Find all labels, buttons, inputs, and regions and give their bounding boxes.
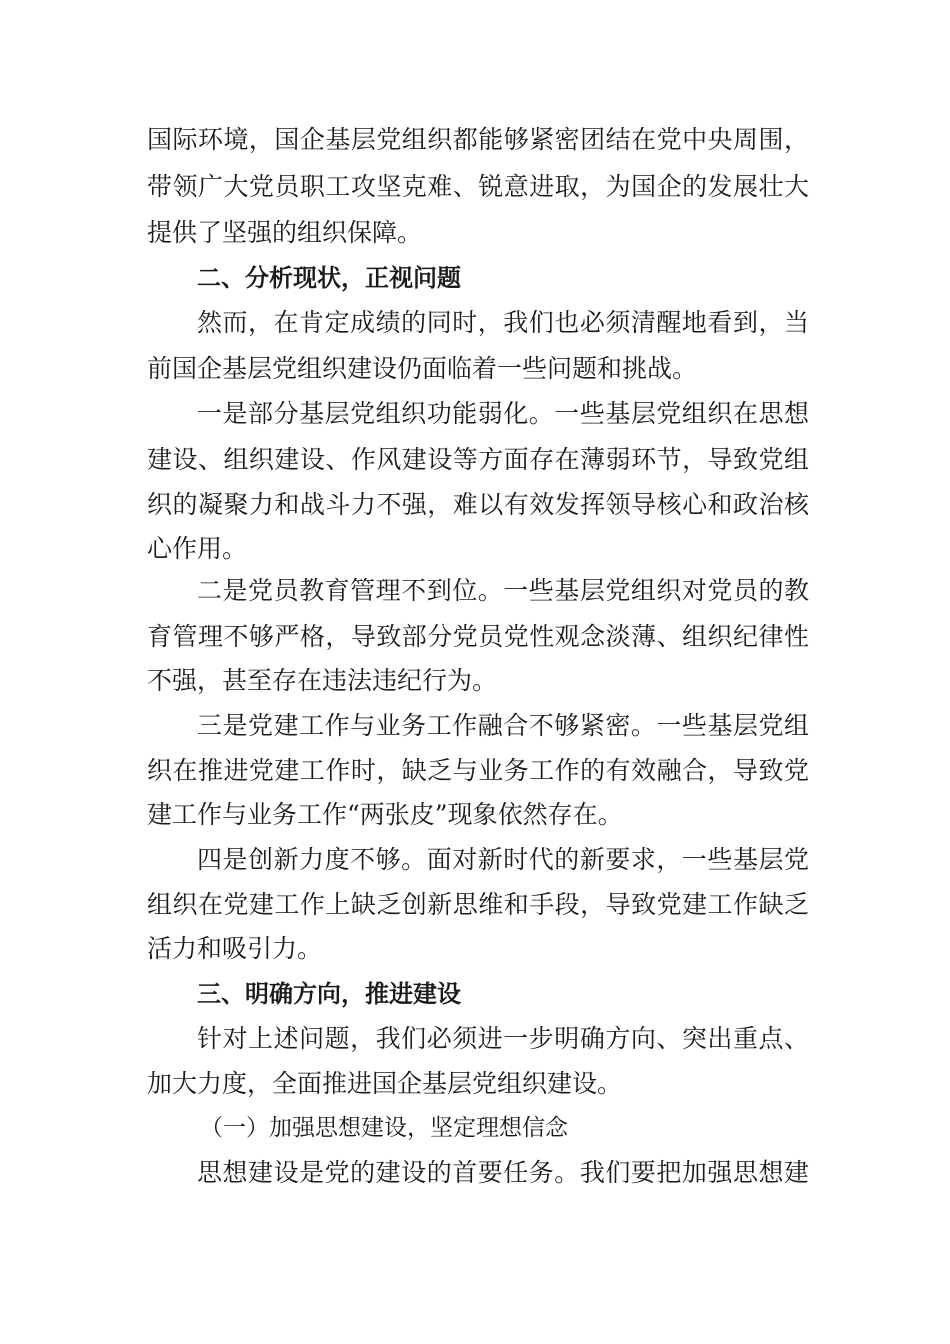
section-heading: 三、明确方向，推进建设 xyxy=(197,980,461,1008)
paragraph-line: 提供了坚强的组织保障。 xyxy=(147,218,423,247)
paragraph-line: 织在推进党建工作时，缺乏与业务工作的有效融合，导致党 xyxy=(147,756,809,785)
paragraph-line: 针对上述问题，我们必须进一步明确方向、突出重点、 xyxy=(197,1024,809,1053)
section-heading: 二、分析现状，正视问题 xyxy=(197,264,461,292)
paragraph-line: 组织在党建工作上缺乏创新思维和手段，导致党建工作缺乏 xyxy=(147,890,809,919)
paragraph-line: 国际环境，国企基层党组织都能够紧密团结在党中央周围， xyxy=(147,125,809,154)
paragraph-line: 四是创新力度不够。面对新时代的新要求，一些基层党 xyxy=(197,845,809,874)
paragraph-line: 不强，甚至存在违法违纪行为。 xyxy=(147,666,498,695)
paragraph-line: 三是党建工作与业务工作融合不够紧密。一些基层党组 xyxy=(197,711,809,740)
paragraph-line: 加大力度，全面推进国企基层党组织建设。 xyxy=(147,1069,623,1098)
paragraph-line: 然而，在肯定成绩的同时，我们也必须清醒地看到，当 xyxy=(197,308,809,337)
paragraph-line: 建设、组织建设、作风建设等方面存在薄弱环节，导致党组 xyxy=(147,445,809,474)
paragraph-line: 思想建设是党的建设的首要任务。我们要把加强思想建 xyxy=(197,1158,809,1187)
paragraph-line: 育管理不够严格，导致部分党员党性观念淡薄、组织纪律性 xyxy=(147,622,809,651)
paragraph-line: 一是部分基层党组织功能弱化。一些基层党组织在思想 xyxy=(197,399,809,428)
paragraph-line: 活力和吸引力。 xyxy=(147,934,323,963)
paragraph-line: 织的凝聚力和战斗力不强，难以有效发挥领导核心和政治核 xyxy=(147,490,809,519)
paragraph-line: 建工作与业务工作“两张皮”现象依然存在。 xyxy=(147,800,623,829)
paragraph-line: 心作用。 xyxy=(147,534,248,563)
paragraph-line: 前国企基层党组织建设仍面临着一些问题和挑战。 xyxy=(147,354,698,383)
paragraph-line: 带领广大党员职工攻坚克难、锐意进取，为国企的发展壮大 xyxy=(147,172,809,201)
paragraph-line: 二是党员教育管理不到位。一些基层党组织对党员的教 xyxy=(197,576,809,605)
subsection-heading: （一）加强思想建设，坚定理想信念 xyxy=(200,1115,568,1141)
